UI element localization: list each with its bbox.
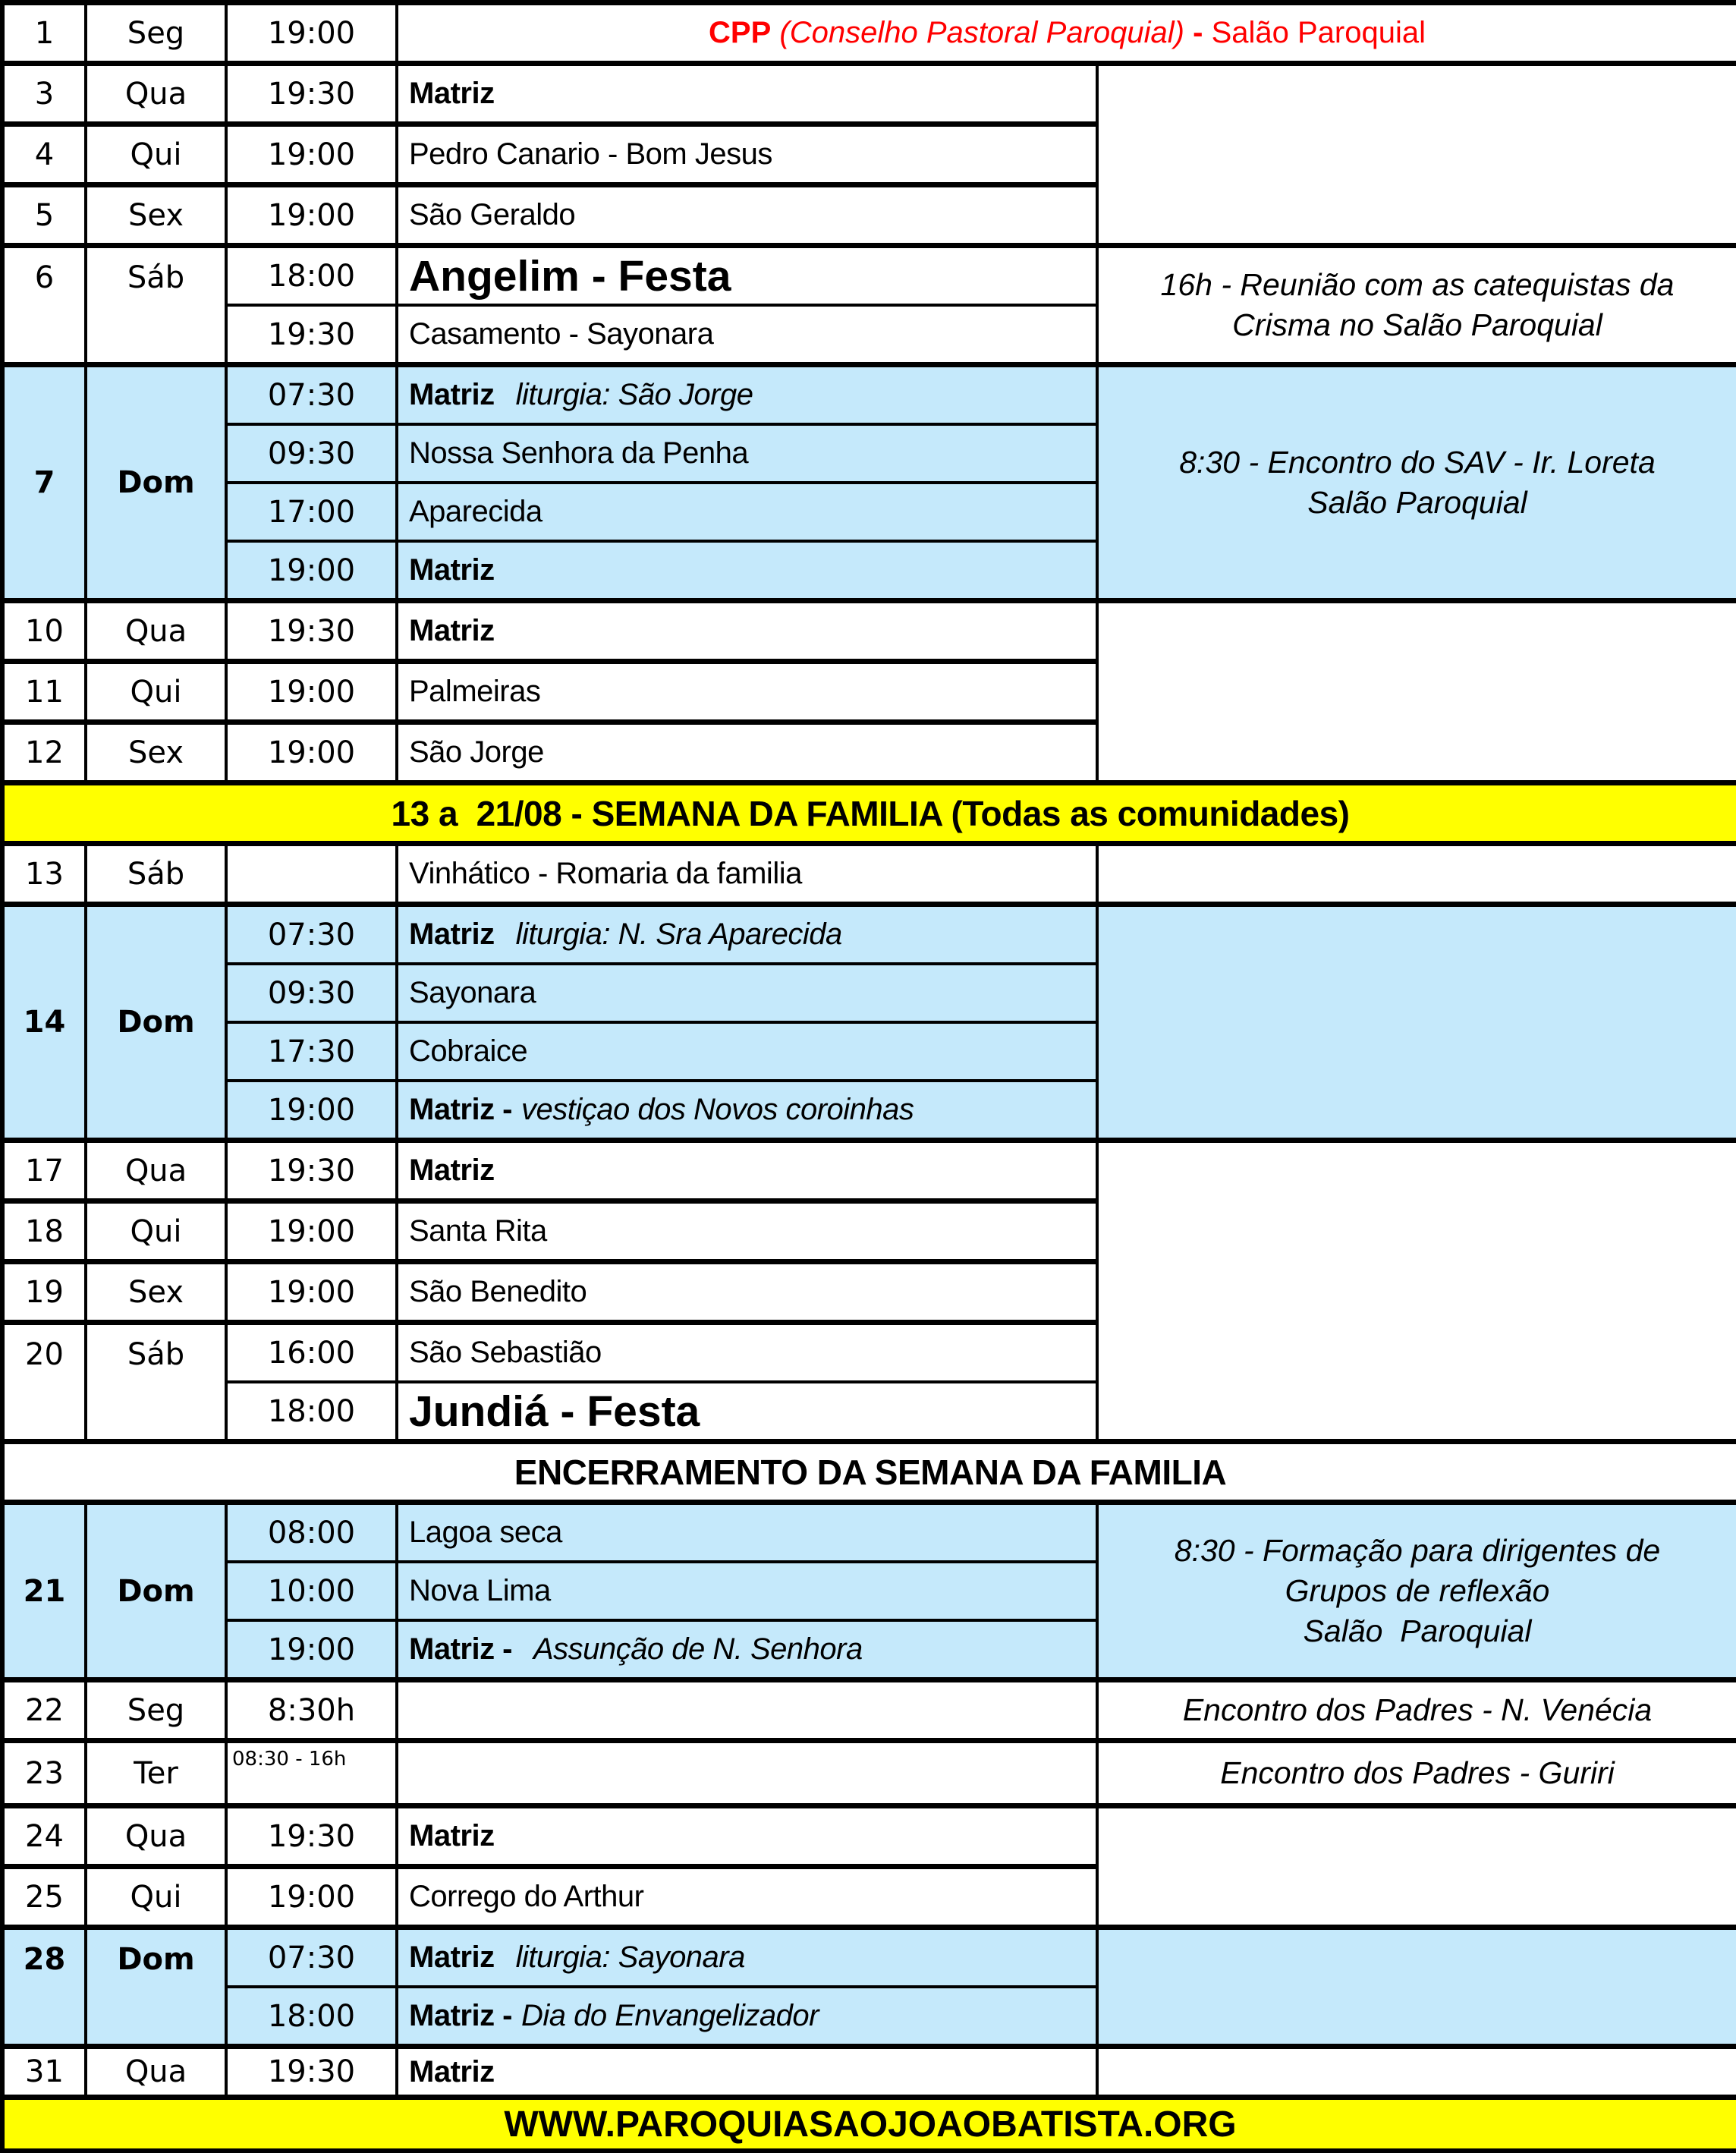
schedule-row-14a: [2, 905, 1736, 965]
event-name: Angelim - Festa: [409, 251, 731, 301]
notes-cell: Encontro dos Padres - N. Venécia: [1097, 1680, 1736, 1741]
time-cell: 19:00: [226, 1081, 397, 1141]
day-number: 17: [2, 1141, 86, 1201]
day-number: 3: [2, 64, 86, 124]
semana-da-familia-banner: [2, 783, 1736, 844]
time-cell: 08:00: [226, 1503, 397, 1563]
time-cell: 19:00: [226, 541, 397, 601]
schedule-row-3: [2, 64, 1736, 124]
notes-cell: [1097, 64, 1736, 246]
event-cell: [397, 1680, 1097, 1741]
event-cell: [397, 1382, 1097, 1442]
weekday: Sáb: [86, 844, 226, 905]
banner-text: ENCERRAMENTO DA SEMANA DA FAMILIA: [514, 1452, 1227, 1492]
time-cell: 19:00: [226, 3, 397, 64]
event-cell: São Jorge: [397, 722, 1097, 783]
weekday: Qui: [86, 1201, 226, 1262]
weekday: Sáb: [86, 246, 226, 365]
note-line: 8:30 - Formação para dirigentes de: [1174, 1532, 1661, 1568]
time-cell: 19:00: [226, 662, 397, 722]
event-cell: Palmeiras: [397, 662, 1097, 722]
notes-cell: [1097, 1141, 1736, 1442]
day-number: 5: [2, 185, 86, 246]
day-number: 7: [2, 365, 86, 601]
notes-cell: [1097, 1806, 1736, 1928]
weekday: Sex: [86, 722, 226, 783]
event-cell: [397, 541, 1097, 601]
time-cell: 19:00: [226, 1262, 397, 1323]
notes-cell: [1097, 844, 1736, 905]
weekday: Sex: [86, 185, 226, 246]
event-cell: [397, 365, 1097, 425]
weekday: Ter: [86, 1741, 226, 1806]
day-number: 13: [2, 844, 86, 905]
time-cell: 19:30: [226, 1141, 397, 1201]
weekday: Dom: [86, 365, 226, 601]
event-cell: Vinhático - Romaria da familia: [397, 844, 1097, 905]
event-cell: Nossa Senhora da Penha: [397, 424, 1097, 483]
event-cell: Lagoa seca: [397, 1503, 1097, 1563]
note-line: 16h - Reunião com as catequistas da: [1160, 266, 1675, 302]
event-cell: [397, 64, 1097, 124]
event-cell: Sayonara: [397, 964, 1097, 1022]
event-cell: São Benedito: [397, 1262, 1097, 1323]
day-number: 28: [2, 1928, 86, 2047]
schedule-row-17: [2, 1141, 1736, 1201]
day-number: 10: [2, 601, 86, 662]
cpp-location: Salão Paroquial: [1211, 16, 1426, 49]
day-number: 12: [2, 722, 86, 783]
notes-cell: Encontro dos Padres - Guriri: [1097, 1741, 1736, 1806]
weekday: Seg: [86, 3, 226, 64]
note-line: Crisma no Salão Paroquial: [1232, 307, 1602, 342]
weekday: Sex: [86, 1262, 226, 1323]
banner-text: 13 a 21/08 - SEMANA DA FAMILIA (Todas as comunidades): [391, 793, 1350, 833]
cpp-full-name: (Conselho Pastoral Paroquial): [779, 16, 1184, 49]
event-name: Matriz: [409, 1941, 495, 1974]
event-liturgy: liturgia: Sayonara: [515, 1941, 745, 1974]
time-cell: 19:30: [226, 601, 397, 662]
event-cell: Corrego do Arthur: [397, 1867, 1097, 1928]
weekday: Qui: [86, 662, 226, 722]
event-cell: [397, 905, 1097, 965]
weekday: Qui: [86, 1867, 226, 1928]
time-cell: 19:30: [226, 2047, 397, 2098]
event-cell: [397, 1806, 1097, 1867]
day-number: 25: [2, 1867, 86, 1928]
note-line: Salão Paroquial: [1307, 485, 1527, 520]
event-name: Matriz: [409, 918, 495, 951]
event-cell: Aparecida: [397, 483, 1097, 541]
schedule-row-22: [2, 1680, 1736, 1741]
website-url: WWW.PAROQUIASAOJOAOBATISTA.ORG: [504, 2104, 1237, 2145]
weekday: Seg: [86, 1680, 226, 1741]
day-number: 23: [2, 1741, 86, 1806]
time-cell: 18:00: [226, 1987, 397, 2047]
day-number: 11: [2, 662, 86, 722]
event-cell: [397, 2047, 1097, 2098]
event-cell: São Sebastião: [397, 1323, 1097, 1383]
cpp-dash: -: [1193, 16, 1203, 49]
schedule-row-31: [2, 2047, 1736, 2098]
schedule-row-1: [2, 3, 1736, 64]
event-cell: [397, 246, 1097, 306]
time-cell: 19:00: [226, 124, 397, 185]
schedule-row-7a: [2, 365, 1736, 425]
time-cell: 19:00: [226, 185, 397, 246]
day-number: 20: [2, 1323, 86, 1442]
event-name: Matriz -: [409, 1093, 512, 1126]
schedule-row-28a: [2, 1928, 1736, 1988]
time-cell: 18:00: [226, 1382, 397, 1442]
event-name: Matriz: [409, 1819, 495, 1852]
weekday: Qui: [86, 124, 226, 185]
cpp-abbreviation: CPP: [709, 16, 772, 49]
day-number: 14: [2, 905, 86, 1141]
weekday: Qua: [86, 1806, 226, 1867]
weekday: Qua: [86, 64, 226, 124]
event-name: Matriz -: [409, 1999, 512, 2032]
time-cell: 18:00: [226, 246, 397, 306]
weekday: Qua: [86, 2047, 226, 2098]
cpp-announcement: [397, 3, 1736, 64]
notes-cell: [1097, 1503, 1736, 1680]
event-detail: vestiçao dos Novos coroinhas: [521, 1093, 914, 1126]
event-detail: Dia do Envangelizador: [521, 1999, 819, 2032]
semana-banner-row: [2, 783, 1736, 844]
website-banner-row: [2, 2098, 1736, 2151]
event-cell: [397, 1141, 1097, 1201]
event-cell: [397, 1620, 1097, 1680]
day-number: 21: [2, 1503, 86, 1680]
note-line: Grupos de reflexão: [1285, 1572, 1550, 1608]
event-name: Matriz: [409, 2054, 495, 2088]
time-cell: 07:30: [226, 1928, 397, 1988]
encerramento-banner: [2, 1442, 1736, 1503]
schedule-row-24: [2, 1806, 1736, 1867]
weekday: Qua: [86, 1141, 226, 1201]
note-line: 8:30 - Encontro do SAV - Ir. Loreta: [1179, 444, 1656, 480]
event-detail: Assunção de N. Senhora: [533, 1632, 863, 1666]
event-cell: São Geraldo: [397, 185, 1097, 246]
notes-cell: [1097, 905, 1736, 1141]
event-cell: Nova Lima: [397, 1562, 1097, 1620]
day-number: 24: [2, 1806, 86, 1867]
day-number: 22: [2, 1680, 86, 1741]
schedule-row-10: [2, 601, 1736, 662]
event-liturgy: liturgia: São Jorge: [515, 378, 753, 411]
time-cell: 19:00: [226, 1201, 397, 1262]
event-cell: Casamento - Sayonara: [397, 305, 1097, 365]
time-cell: 8:30h: [226, 1680, 397, 1741]
day-number: 4: [2, 124, 86, 185]
time-cell: 19:30: [226, 305, 397, 365]
event-cell: Cobraice: [397, 1022, 1097, 1081]
time-cell: 09:30: [226, 964, 397, 1022]
day-number: 18: [2, 1201, 86, 1262]
schedule-row-13: [2, 844, 1736, 905]
notes-cell: [1097, 2047, 1736, 2098]
event-name: Matriz: [409, 1154, 495, 1187]
event-name: Matriz -: [409, 1632, 512, 1666]
time-cell: 17:30: [226, 1022, 397, 1081]
notes-cell: [1097, 601, 1736, 783]
day-number: 31: [2, 2047, 86, 2098]
weekday: Qua: [86, 601, 226, 662]
time-cell: 07:30: [226, 905, 397, 965]
day-number: 19: [2, 1262, 86, 1323]
time-cell: 16:00: [226, 1323, 397, 1383]
event-cell: [397, 1081, 1097, 1141]
notes-cell: [1097, 365, 1736, 601]
schedule-row-21a: [2, 1503, 1736, 1563]
event-cell: [397, 1987, 1097, 2047]
time-cell: 08:30 - 16h: [226, 1741, 397, 1806]
event-cell: Pedro Canario - Bom Jesus: [397, 124, 1097, 185]
time-cell: [226, 844, 397, 905]
day-number: 6: [2, 246, 86, 365]
time-cell: 09:30: [226, 424, 397, 483]
event-name: Jundiá - Festa: [409, 1387, 700, 1436]
time-cell: 19:00: [226, 722, 397, 783]
time-cell: 19:00: [226, 1620, 397, 1680]
event-cell: [397, 1741, 1097, 1806]
notes-cell: [1097, 246, 1736, 365]
event-cell: [397, 601, 1097, 662]
encerramento-banner-row: [2, 1442, 1736, 1503]
note-line: Salão Paroquial: [1303, 1613, 1532, 1649]
notes-cell: [1097, 1928, 1736, 2047]
event-name: Matriz: [409, 77, 495, 110]
time-cell: 19:30: [226, 1806, 397, 1867]
time-cell: 19:30: [226, 64, 397, 124]
schedule-row-6a: [2, 246, 1736, 306]
time-cell: 19:00: [226, 1867, 397, 1928]
event-name: Matriz: [409, 378, 495, 411]
event-cell: [397, 1928, 1097, 1988]
weekday: Dom: [86, 1928, 226, 2047]
weekday: Dom: [86, 905, 226, 1141]
time-cell: 17:00: [226, 483, 397, 541]
day-number: 1: [2, 3, 86, 64]
event-cell: Santa Rita: [397, 1201, 1097, 1262]
weekday: Sáb: [86, 1323, 226, 1442]
time-cell: 10:00: [226, 1562, 397, 1620]
event-liturgy: liturgia: N. Sra Aparecida: [515, 918, 842, 951]
weekday: Dom: [86, 1503, 226, 1680]
event-name: Matriz: [409, 553, 495, 587]
website-banner: [2, 2098, 1736, 2151]
schedule-row-23: [2, 1741, 1736, 1806]
event-name: Matriz: [409, 614, 495, 647]
time-cell: 07:30: [226, 365, 397, 425]
